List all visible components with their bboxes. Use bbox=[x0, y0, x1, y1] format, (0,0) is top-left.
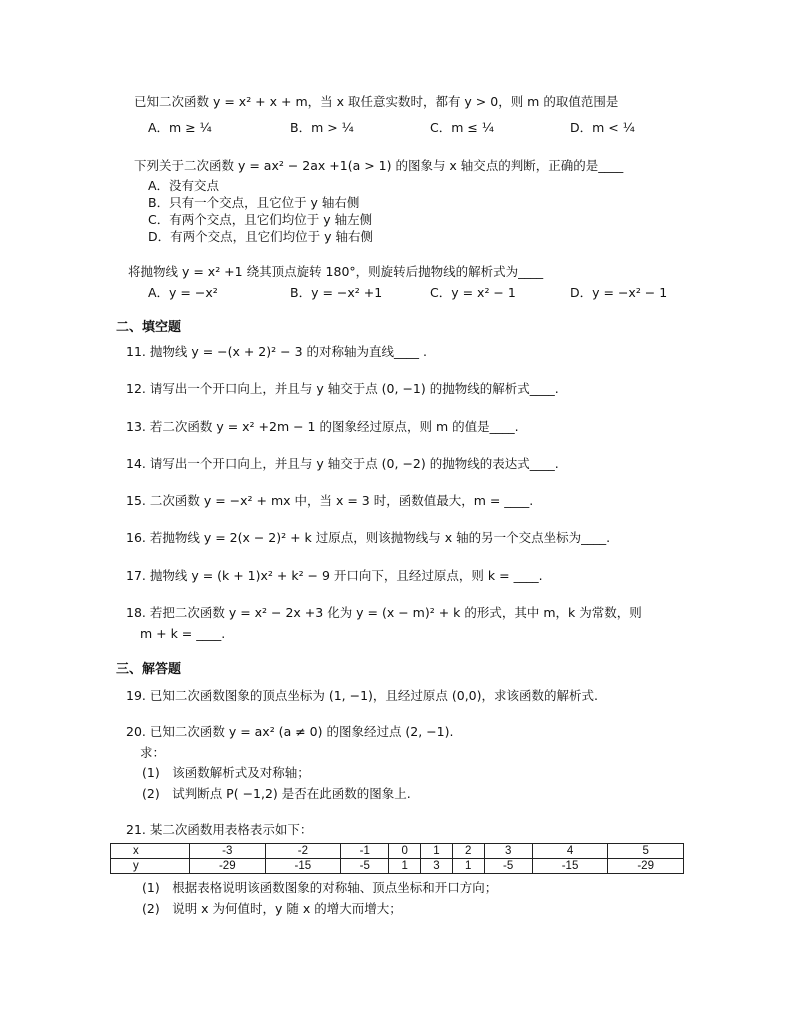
question-16: 16. 若抛物线 y = 2(x − 2)² + k 过原点，则该抛物线与 x 轴的另一个交点坐标为____. bbox=[126, 530, 611, 545]
table-cell: -5 bbox=[341, 859, 389, 874]
table-cell: -29 bbox=[608, 859, 684, 874]
table-cell: -15 bbox=[265, 859, 341, 874]
question-21-part-2: (2) 说明 x 为何值时，y 随 x 的增大而增大； bbox=[142, 901, 402, 916]
table-cell: -1 bbox=[341, 844, 389, 859]
question-20-ask: 求： bbox=[140, 745, 166, 760]
question-11: 11. 抛物线 y = −(x + 2)² − 3 的对称轴为直线____ . bbox=[126, 344, 427, 359]
table-cell: 5 bbox=[608, 844, 684, 859]
question-8-option-a: A．m ≥ ¼ bbox=[148, 120, 212, 135]
question-10-option-d: D．y = −x² − 1 bbox=[570, 285, 668, 300]
question-8-option-d: D．m < ¼ bbox=[570, 120, 635, 135]
question-20-part-2: (2) 试判断点 P( −1,2) 是否在此函数的图象上. bbox=[142, 786, 411, 801]
question-10-option-b: B．y = −x² +1 bbox=[290, 285, 383, 300]
table-cell: 1 bbox=[452, 859, 484, 874]
table-header-y: y bbox=[111, 859, 190, 874]
question-9-option-b: B．只有一个交点，且它位于 y 轴右侧 bbox=[148, 195, 360, 210]
question-10-option-c: C．y = x² − 1 bbox=[430, 285, 516, 300]
question-17: 17. 抛物线 y = (k + 1)x² + k² − 9 开口向下，且经过原点，则 k = ____. bbox=[126, 568, 543, 583]
question-8-stem: 已知二次函数 y = x² + x + m，当 x 取任意实数时，都有 y > 0，则 m 的取值范围是 bbox=[134, 94, 619, 109]
question-14: 14. 请写出一个开口向上，并且与 y 轴交于点 (0, −2) 的抛物线的表达式____. bbox=[126, 456, 559, 471]
question-21-part-1: (1) 根据表格说明该函数图象的对称轴、顶点坐标和开口方向； bbox=[142, 880, 498, 895]
table-cell: 1 bbox=[389, 859, 421, 874]
table-cell: -2 bbox=[265, 844, 341, 859]
question-12: 12. 请写出一个开口向上，并且与 y 轴交于点 (0, −1) 的抛物线的解析式____. bbox=[126, 381, 559, 396]
question-19: 19. 已知二次函数图象的顶点坐标为 (1, −1)，且经过原点 (0,0)，求该函数的解析式. bbox=[126, 688, 598, 703]
question-8-option-b: B．m > ¼ bbox=[290, 120, 354, 135]
table-header-x: x bbox=[111, 844, 190, 859]
table-cell: -5 bbox=[484, 859, 532, 874]
values-table bbox=[110, 843, 684, 874]
question-15: 15. 二次函数 y = −x² + mx 中，当 x = 3 时，函数值最大，m = ____. bbox=[126, 493, 534, 508]
table-cell: -29 bbox=[190, 859, 266, 874]
question-9-option-c: C．有两个交点，且它们均位于 y 轴左侧 bbox=[148, 212, 373, 227]
table-cell: 4 bbox=[532, 844, 608, 859]
table-row-x bbox=[111, 844, 684, 859]
table-cell: 3 bbox=[484, 844, 532, 859]
question-13: 13. 若二次函数 y = x² +2m − 1 的图象经过原点，则 m 的值是____. bbox=[126, 419, 519, 434]
question-9-option-d: D．有两个交点，且它们均位于 y 轴右侧 bbox=[148, 229, 373, 244]
table-cell: 0 bbox=[389, 844, 421, 859]
section-2-title: 二、填空题 bbox=[116, 320, 182, 335]
section-3-title: 三、解答题 bbox=[116, 662, 182, 677]
question-9-option-a: A．没有交点 bbox=[148, 178, 220, 193]
question-8-option-c: C．m ≤ ¼ bbox=[430, 120, 494, 135]
question-10-stem: 将抛物线 y = x² +1 绕其顶点旋转 180°，则旋转后抛物线的解析式为____ bbox=[128, 264, 544, 279]
table-cell: -3 bbox=[190, 844, 266, 859]
table-row-y bbox=[111, 859, 684, 874]
table-cell: 2 bbox=[452, 844, 484, 859]
question-20-part-1: (1) 该函数解析式及对称轴； bbox=[142, 765, 310, 780]
question-18: 18. 若把二次函数 y = x² − 2x +3 化为 y = (x − m)² + k 的形式，其中 m，k 为常数，则 bbox=[126, 605, 642, 620]
table-cell: -15 bbox=[532, 859, 608, 874]
question-20-stem: 20. 已知二次函数 y = ax² (a ≠ 0) 的图象经过点 (2, −1). bbox=[126, 724, 454, 739]
table-cell: 3 bbox=[421, 859, 453, 874]
question-21-stem: 21. 某二次函数用表格表示如下： bbox=[126, 822, 313, 837]
question-18-continued: m + k = ____. bbox=[140, 626, 226, 641]
table-cell: 1 bbox=[421, 844, 453, 859]
question-10-option-a: A．y = −x² bbox=[148, 285, 218, 300]
question-9-stem: 下列关于二次函数 y = ax² − 2ax +1(a > 1) 的图象与 x 轴交点的判断，正确的是____ bbox=[134, 158, 624, 173]
